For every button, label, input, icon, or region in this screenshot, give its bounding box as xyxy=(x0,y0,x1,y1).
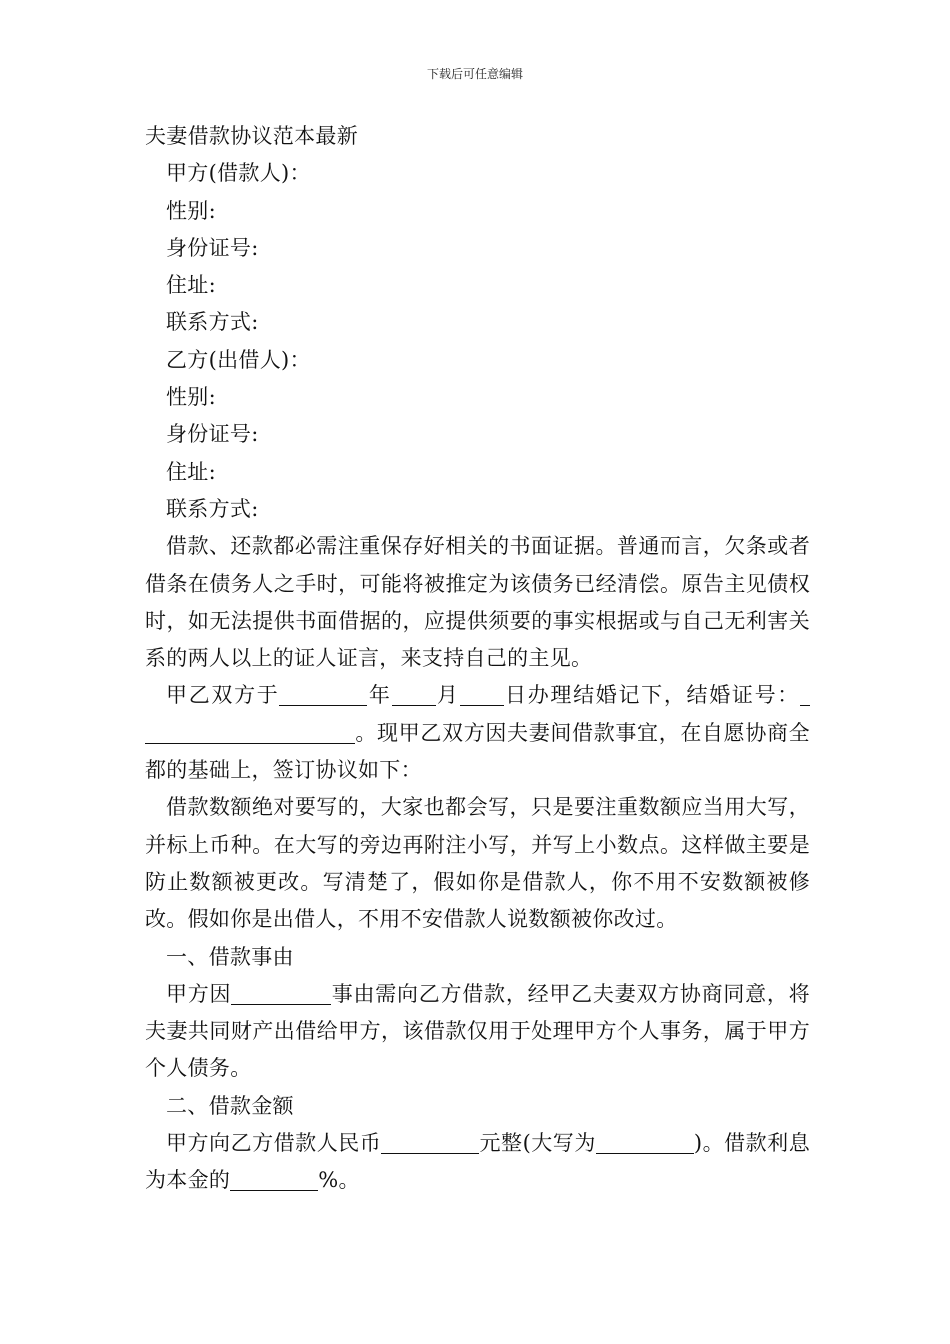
section-1-text-1: 甲方因 xyxy=(166,981,232,1006)
blank-loan-reason[interactable] xyxy=(231,982,331,1005)
party-b-id-label: 身份证号: xyxy=(166,422,259,447)
section-2-text-2: 元整(大写为 xyxy=(479,1131,596,1156)
marriage-text-2: 年 xyxy=(367,683,392,708)
blank-interest-rate[interactable] xyxy=(230,1168,318,1191)
section-1-paragraph xyxy=(145,976,810,1088)
marriage-text-1: 甲乙双方于 xyxy=(166,683,280,708)
party-b-heading: 乙方(出借人)： xyxy=(166,347,311,372)
marriage-text-5: 。现甲乙双方因夫妻间借款事宜，在自愿协商全都的基础上，签订协议如下： xyxy=(145,720,810,783)
blank-marriage-year[interactable] xyxy=(279,683,367,706)
party-a-address-label: 住址: xyxy=(166,273,216,298)
section-1-heading: 一、借款事由 xyxy=(166,944,294,969)
section-2-text-4: %。 xyxy=(318,1168,360,1193)
blank-certificate-number-start[interactable] xyxy=(800,683,810,706)
document-title: 夫妻借款协议范本最新 xyxy=(145,124,358,148)
amount-tip-paragraph: 借款数额绝对要写的，大家也都会写，只是要注重数额应当用大写，并标上币种。在大写的旁边再附注小写，并写上小数点。这样做主要是防止数额被更改。写清楚了，假如你是借款人，你不用不安数额被修改。假如你是出借人，不用不安借款人说数额被你改过。 xyxy=(145,795,810,932)
party-a-contact-label: 联系方式: xyxy=(166,310,259,335)
party-a-id-label: 身份证号: xyxy=(166,235,259,260)
party-a-gender-label: 性别: xyxy=(166,198,216,223)
page-header: 下载后可任意编辑 xyxy=(426,67,523,81)
blank-certificate-number[interactable] xyxy=(145,721,355,744)
party-a-heading: 甲方(借款人)： xyxy=(166,161,311,186)
party-b-contact-label: 联系方式: xyxy=(166,496,259,521)
party-b-address-label: 住址: xyxy=(166,459,216,484)
document-body xyxy=(145,118,810,1200)
section-2-paragraph xyxy=(145,1125,810,1200)
section-1-text-2: 事由需向乙方借款，经甲乙夫妻双方协商同意，将夫妻共同财产出借给甲方，该借款仅用于处理甲方个人事务，属于甲方个人债务。 xyxy=(145,981,810,1081)
section-2-text-1: 甲方向乙方借款人民币 xyxy=(166,1131,382,1156)
blank-marriage-day[interactable] xyxy=(460,683,504,706)
section-2-text-3: )。借款利息为本金的 xyxy=(145,1131,811,1193)
marriage-text-4: 日办理结婚记下，结婚证号： xyxy=(503,683,800,708)
section-2-heading: 二、借款金额 xyxy=(166,1093,294,1118)
blank-marriage-month[interactable] xyxy=(392,683,436,706)
blank-loan-amount[interactable] xyxy=(381,1131,479,1154)
blank-loan-amount-uppercase[interactable] xyxy=(596,1131,694,1154)
marriage-paragraph xyxy=(145,677,810,789)
party-b-gender-label: 性别: xyxy=(166,385,216,410)
evidence-paragraph: 借款、还款都必需注重保存好相关的书面证据。普通而言，欠条或者借条在债务人之手时，可能将被推定为该债务已经清偿。原告主见债权时，如无法提供书面借据的，应提供须要的事实根据或与自己无利害关系的两人以上的证人证言，来支持自己的主见。 xyxy=(145,534,810,671)
marriage-text-3: 月 xyxy=(435,683,460,708)
